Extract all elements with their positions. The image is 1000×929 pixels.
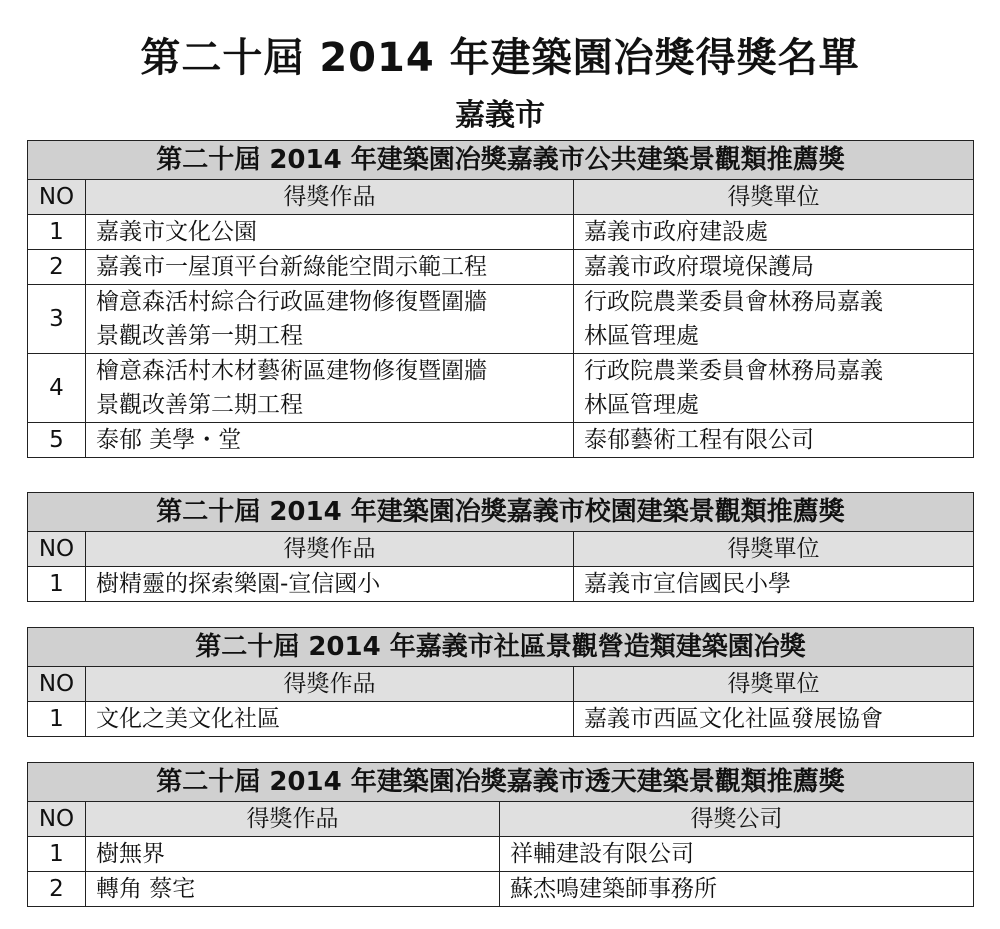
award-unit-line: 嘉義市宣信國民小學	[584, 571, 791, 597]
column-header-unit: 得獎單位	[574, 180, 974, 215]
award-work	[86, 702, 574, 737]
page-title: 第二十屆 2014 年建築園冶獎得獎名單	[140, 35, 860, 81]
award-work	[86, 215, 574, 250]
table-row	[28, 215, 974, 250]
row-number: 1	[28, 567, 86, 602]
award-unit	[574, 423, 974, 458]
award-work-line: 泰郁 美學・堂	[96, 427, 242, 453]
column-header-work: 得獎作品	[86, 667, 574, 702]
award-work	[86, 285, 574, 354]
award-work-line: 嘉義市一屋頂平台新綠能空間示範工程	[96, 254, 487, 280]
award-unit	[574, 285, 974, 354]
award-work-line: 文化之美文化社區	[96, 706, 280, 732]
award-work	[86, 837, 500, 872]
column-header-unit: 得獎單位	[574, 532, 974, 567]
award-unit	[574, 702, 974, 737]
award-table-3	[27, 627, 974, 737]
column-header-no: NO	[28, 180, 86, 215]
award-unit	[500, 837, 974, 872]
column-header-no: NO	[28, 802, 86, 837]
award-unit-line: 祥輔建設有限公司	[510, 841, 694, 867]
award-unit-line: 林區管理處	[584, 392, 699, 418]
row-number: 1	[28, 702, 86, 737]
award-table-4	[27, 762, 974, 907]
award-work	[86, 567, 574, 602]
award-work-line: 樹精靈的探索樂園-宣信國小	[96, 571, 381, 597]
award-unit	[574, 567, 974, 602]
column-header-work: 得獎作品	[86, 180, 574, 215]
award-unit-line: 蘇杰鳴建築師事務所	[510, 876, 717, 902]
table-row	[28, 423, 974, 458]
table-row	[28, 567, 974, 602]
row-number: 5	[28, 423, 86, 458]
row-number: 3	[28, 285, 86, 354]
column-header-work: 得獎作品	[86, 532, 574, 567]
row-number: 2	[28, 872, 86, 907]
award-table-2	[27, 492, 974, 602]
award-unit-line: 泰郁藝術工程有限公司	[584, 427, 814, 453]
award-unit-line: 嘉義市政府建設處	[584, 219, 768, 245]
award-work	[86, 250, 574, 285]
award-work	[86, 872, 500, 907]
table-row	[28, 702, 974, 737]
award-work	[86, 354, 574, 423]
row-number: 4	[28, 354, 86, 423]
city-subtitle: 嘉義市	[455, 98, 545, 133]
row-number: 1	[28, 837, 86, 872]
award-work-line: 景觀改善第二期工程	[96, 392, 303, 418]
section-heading: 第二十屆 2014 年建築園冶獎嘉義市公共建築景觀類推薦獎	[28, 141, 974, 180]
column-header-no: NO	[28, 667, 86, 702]
column-header-unit: 得獎單位	[574, 667, 974, 702]
row-number: 1	[28, 215, 86, 250]
award-work-line: 景觀改善第一期工程	[96, 323, 303, 349]
award-unit-line: 行政院農業委員會林務局嘉義	[584, 358, 883, 384]
section-heading: 第二十屆 2014 年嘉義市社區景觀營造類建築園冶獎	[28, 628, 974, 667]
award-table-1	[27, 140, 974, 458]
award-work-line: 樹無界	[96, 841, 165, 867]
table-row	[28, 837, 974, 872]
section-heading: 第二十屆 2014 年建築園冶獎嘉義市校園建築景觀類推薦獎	[28, 493, 974, 532]
award-work	[86, 423, 574, 458]
column-header-unit: 得獎公司	[500, 802, 974, 837]
table-row	[28, 285, 974, 354]
award-unit-line: 嘉義市西區文化社區發展協會	[584, 706, 883, 732]
table-row	[28, 354, 974, 423]
award-unit-line: 林區管理處	[584, 323, 699, 349]
award-work-line: 檜意森活村木材藝術區建物修復暨圍牆	[96, 358, 487, 384]
award-work-line: 嘉義市文化公園	[96, 219, 257, 245]
column-header-work: 得獎作品	[86, 802, 500, 837]
section-heading: 第二十屆 2014 年建築園冶獎嘉義市透天建築景觀類推薦獎	[28, 763, 974, 802]
row-number: 2	[28, 250, 86, 285]
column-header-no: NO	[28, 532, 86, 567]
award-unit	[574, 215, 974, 250]
table-row	[28, 250, 974, 285]
award-unit	[574, 354, 974, 423]
award-unit	[574, 250, 974, 285]
award-unit-line: 行政院農業委員會林務局嘉義	[584, 289, 883, 315]
award-unit	[500, 872, 974, 907]
table-row	[28, 872, 974, 907]
award-work-line: 轉角 蔡宅	[96, 876, 196, 902]
award-unit-line: 嘉義市政府環境保護局	[584, 254, 814, 280]
award-work-line: 檜意森活村綜合行政區建物修復暨圍牆	[96, 289, 487, 315]
